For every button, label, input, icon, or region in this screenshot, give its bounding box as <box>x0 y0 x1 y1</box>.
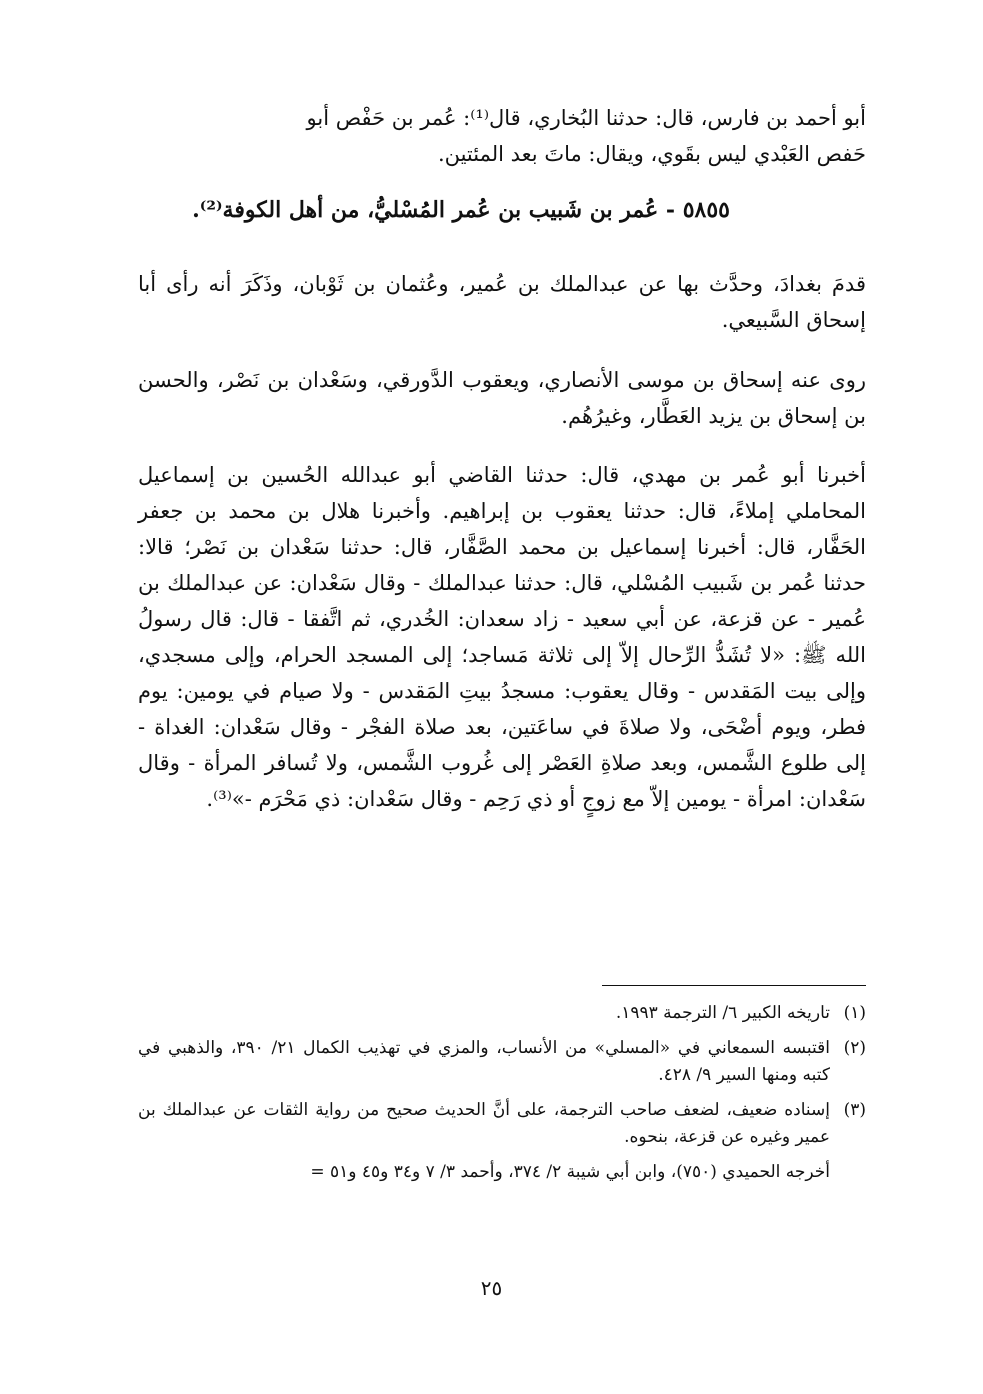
footnote-divider <box>602 985 866 986</box>
footnote-3 <box>138 1097 866 1151</box>
page-number: ٢٥ <box>480 1276 503 1300</box>
entry-heading: ٥٨٥٥ - عُمر بن شَبيب بن عُمر المُسْليُّ، من أهل الكوفة⁽²⁾. <box>192 197 730 223</box>
paragraph-text: روى عنه إسحاق بن موسى الأنصاري، ويعقوب الدَّورقي، وسَعْدان بن نَصْر، والحسن بن إسحاق بن يزيد العَطَّار، وغيرُهُم. <box>138 368 866 428</box>
footnote-text: اقتبسه السمعاني في «المسلي» من الأنساب، والمزي في تهذيب الكمال ٢١/ ٣٩٠، والذهبي في كتبه ومنها السير ٩/ ٤٢٨. <box>138 1038 831 1085</box>
intro-line-2: حَفص العَبْدي ليس بقَوي، ويقال: ماتَ بعد المئتين. <box>437 142 866 166</box>
footnotes <box>138 1000 866 1186</box>
footnote-2 <box>138 1035 866 1089</box>
paragraph-text: قدمَ بغدادَ، وحدَّث بها عن عبدالملك بن عُمير، وعُثمان بن ثَوْبان، وذَكَرَ أنه رأى أبا إسحاق السَّبيعي. <box>138 272 866 332</box>
paragraph-narrators <box>138 362 866 434</box>
footnote-text: إسناده ضعيف، لضعف صاحب الترجمة، على أنَّ الحديث صحيح من رواية الثقات عن عبدالملك بن عمير وغيره عن قزعة، بنحوه. <box>138 1100 830 1147</box>
footnote-number: (٣) <box>843 1100 866 1120</box>
footnote-number: (١) <box>843 1003 866 1023</box>
intro-paragraph <box>138 100 866 172</box>
footnote-3-continuation: أخرجه الحميدي (٧٥٠)، وابن أبي شيبة ٢/ ٣٧٤، وأحمد ٣/ ٧ و٣٤ و٤٥ و٥١ = <box>310 1162 830 1182</box>
footnote-text: تاريخه الكبير ٦/ الترجمة ١٩٩٣. <box>615 1003 830 1023</box>
paragraph-text: أخبرنا أبو عُمر بن مهدي، قال: حدثنا القاضي أبو عبدالله الحُسين بن إسماعيل المحاملي إملاءً، قال: حدثنا يعقوب بن إبراهيم. وأخبرنا هلال بن محمد بن جعفر الحَفَّار، قال: أخبرنا إسماعيل بن محمد الصَّفَّار، قال: حدثنا سَعْدان بن نَصْر؛ قالا: حدثنا عُمر بن شَبيب المُسْلي، قال: حدثنا عبدالملك - وقال سَعْدان: عن عبدالملك بن عُمير - عن قزعة، عن أبي سعيد - زاد سعدان: الخُدري، ثم اتَّفقا - قال: قال رسولُ الله ﷺ: «لا تُشَدُّ الرِّحال إلاّ إلى ثلاثة مَساجد؛ إلى المسجد الحرام، وإلى مسجدي، وإلى بيت المَقدس - وقال يعقوب: مسجدُ بيتِ المَقدس - ولا صيام في يومين: يوم فطر، ويوم أضْحَى، ولا صلاةَ في ساعَتين، بعد صلاة الفجْر - وقال سَعْدان: الغداة - إلى طلوع الشَّمس، وبعد صلاةِ العَصْر إلى غُروب الشَّمس، ولا تُسافر المرأة - وقال سَعْدان: امرأة - يومين إلاّ مع زوجٍ أو ذي رَحِم - وقال سَعْدان: ذي مَحْرَم -»⁽³⁾. <box>138 463 866 811</box>
footnote-number: (٢) <box>843 1038 866 1058</box>
footnote-1 <box>138 1000 866 1027</box>
paragraph-hadith <box>138 457 866 817</box>
paragraph-arrival <box>138 266 866 338</box>
intro-line-1: أبو أحمد بن فارس، قال: حدثنا البُخاري، قال⁽¹⁾: عُمر بن حَفْص أبو <box>306 106 866 130</box>
